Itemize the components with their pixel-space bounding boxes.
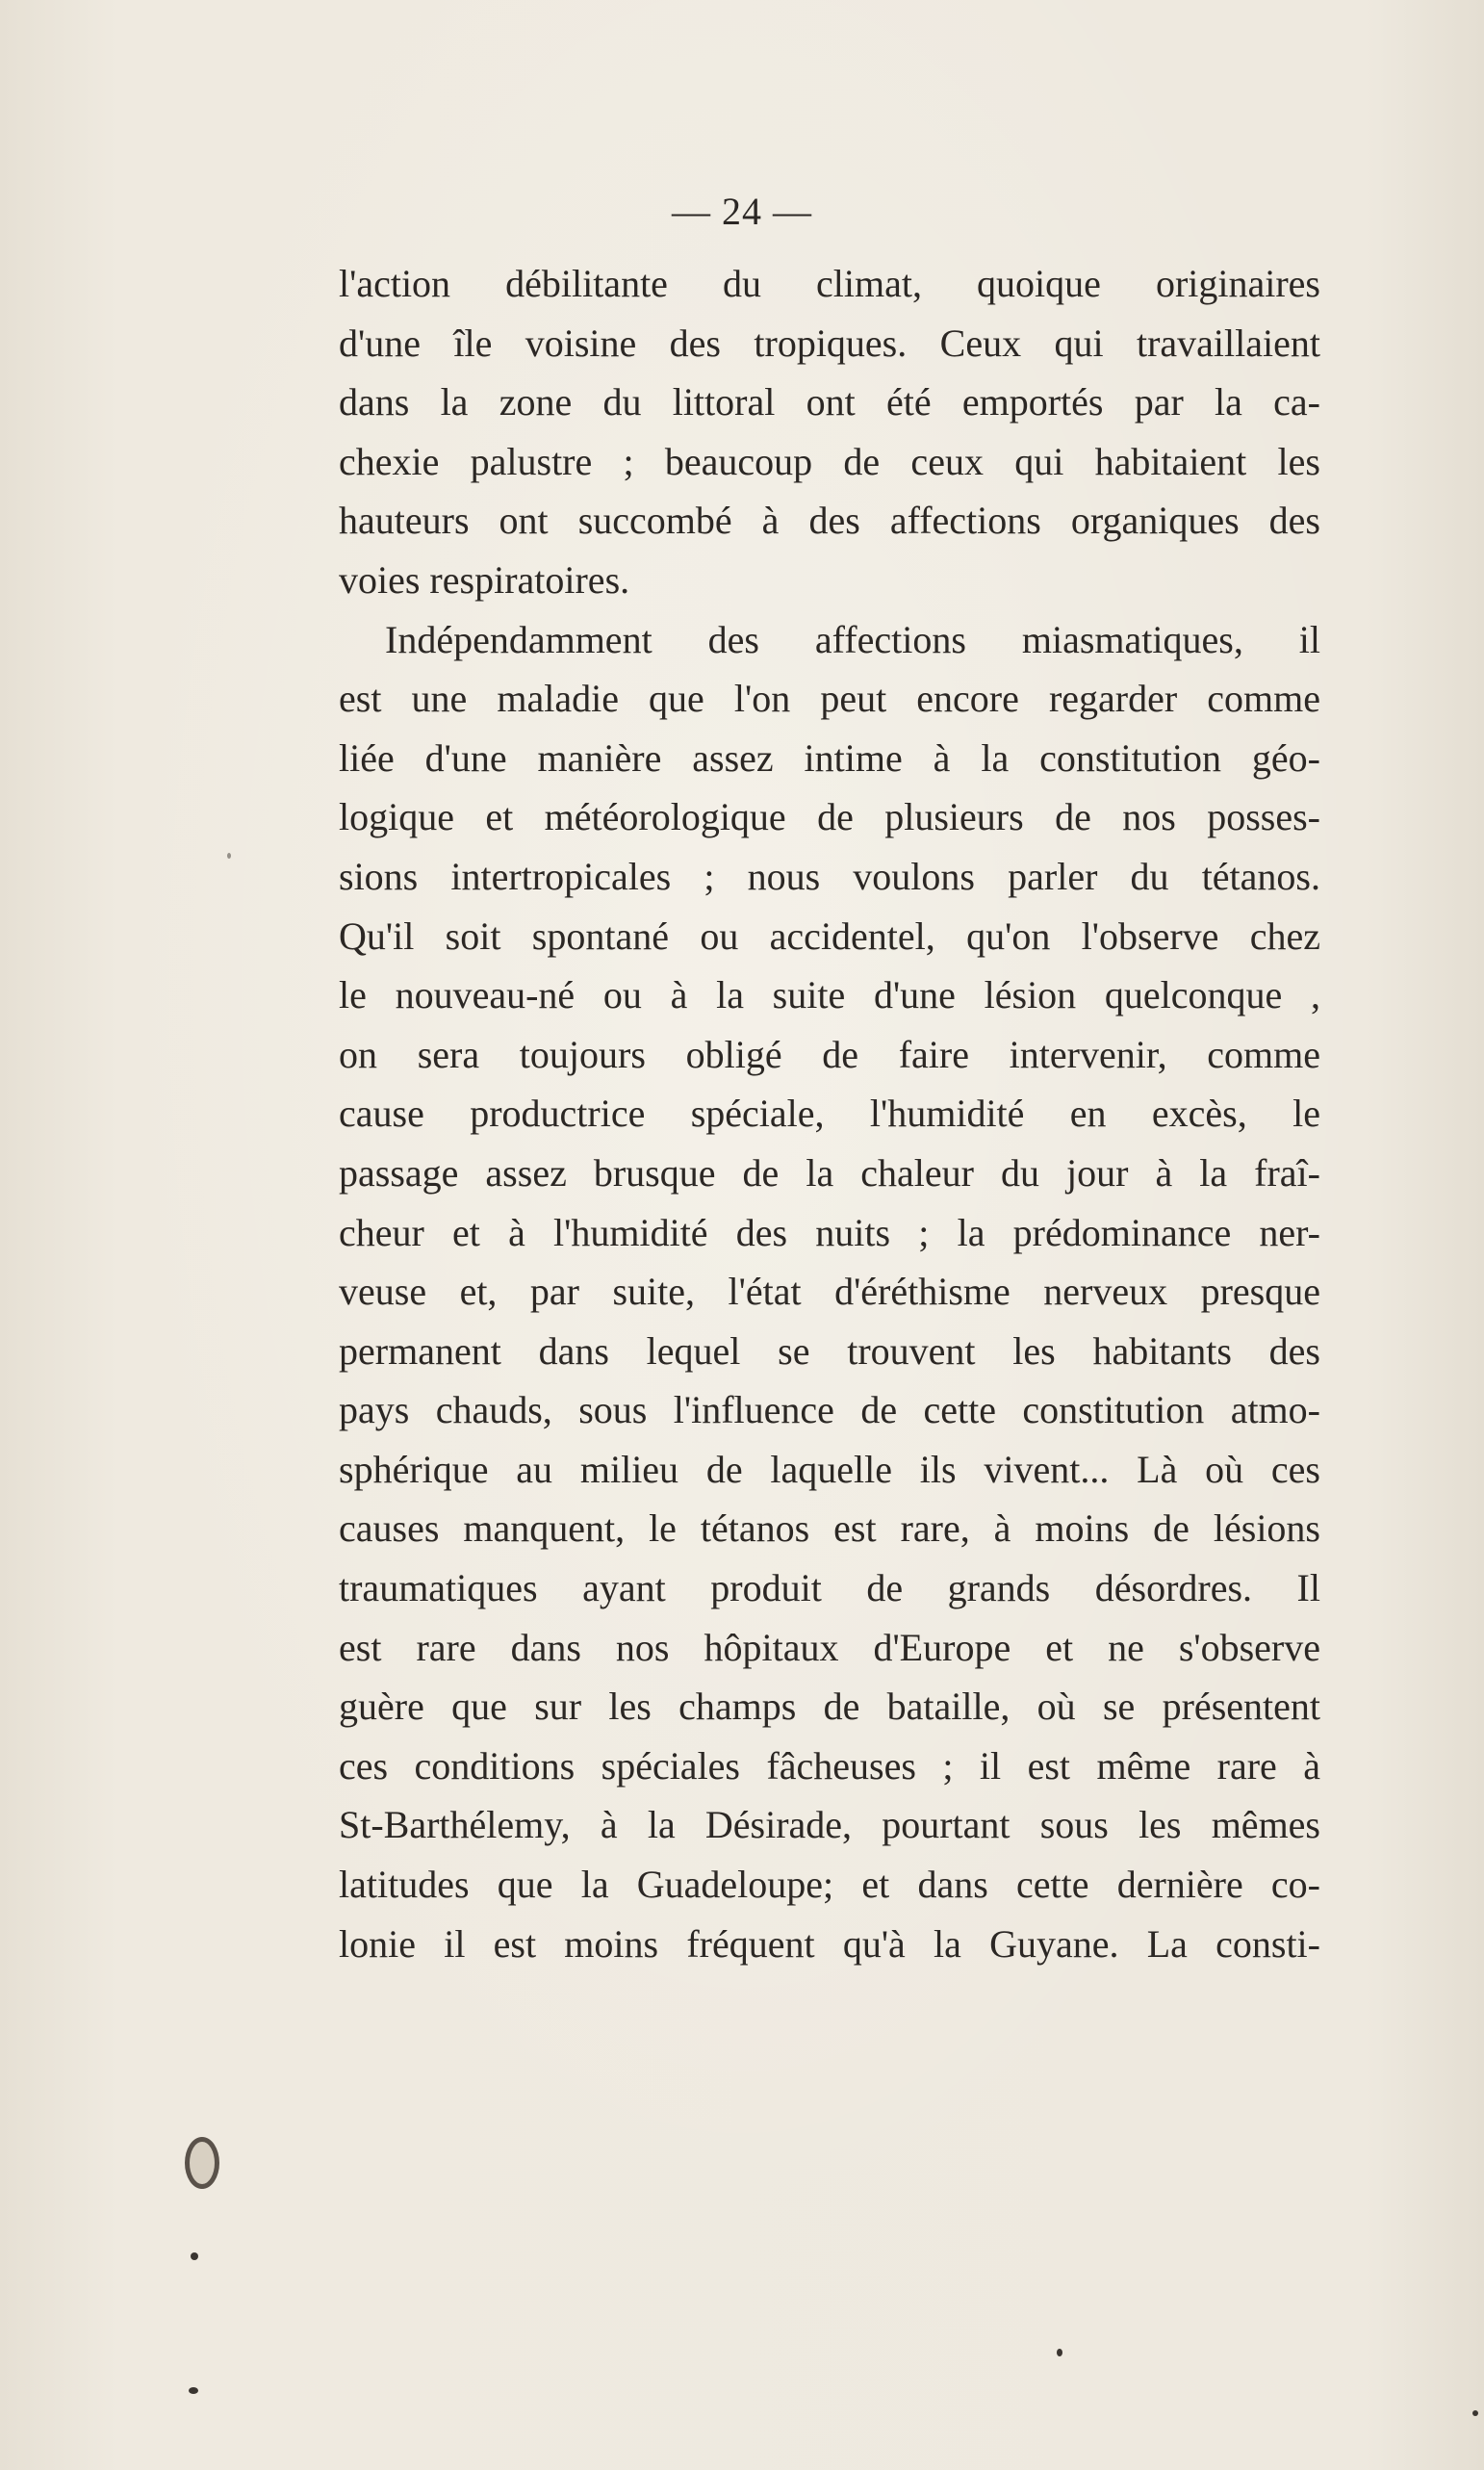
text-line: est une maladie que l'on peut encore regarder comme [339,677,1320,721]
text-line: cause productrice spéciale, l'humidité en excès, le [339,1092,1320,1136]
binding-hole-mark [185,2137,219,2189]
text-line: passage assez brusque de la chaleur du jour à la fraî- [339,1150,1320,1195]
text-line: latitudes que la Guadeloupe; et dans cette dernière co- [339,1863,1320,1907]
text-line: lonie il est moins fréquent qu'à la Guyane. La consti- [339,1921,1320,1966]
ink-speck [1472,2410,1478,2416]
text-line: St-Barthélemy, à la Désirade, pourtant sous les mêmes [339,1803,1320,1847]
text-line: Indépendamment des affections miasmatiques, il [385,617,1320,661]
text-line: chexie palustre ; beaucoup de ceux qui habitaient les [339,439,1320,483]
text-line: dans la zone du littoral ont été emportés par la ca- [339,380,1320,425]
ink-speck [191,2252,198,2260]
text-line: traumatiques ayant produit de grands désordres. Il [339,1566,1320,1610]
text-line: on sera toujours obligé de faire intervenir, comme [339,1032,1320,1076]
ink-speck [1057,2349,1062,2356]
text-line: sions intertropicales ; nous voulons parler du tétanos. [339,854,1320,898]
paragraph [339,254,1320,610]
text-line: ces conditions spéciales fâcheuses ; il est même rare à [339,1743,1320,1788]
ink-speck [227,853,231,859]
text-line: le nouveau-né ou à la suite d'une lésion quelconque , [339,973,1320,1017]
page-number: — 24 — [672,190,812,233]
text-line: liée d'une manière assez intime à la constitution géo- [339,735,1320,780]
text-line: l'action débilitante du climat, quoique originaires [339,262,1320,305]
text-line: guère que sur les champs de bataille, où se présentent [339,1685,1320,1729]
text-line: causes manquent, le tétanos est rare, à moins de lésions [339,1506,1320,1551]
ink-speck [189,2387,198,2394]
paragraph [339,610,1320,1974]
text-line: logique et météorologique de plusieurs de nos posses- [339,795,1320,839]
text-line: est rare dans nos hôpitaux d'Europe et ne s'observe [339,1625,1320,1669]
body-text [339,254,1320,1973]
text-line: permanent dans lequel se trouvent les habitants des [339,1328,1320,1373]
text-line: sphérique au milieu de laquelle ils vivent... Là où ces [339,1447,1320,1491]
text-line: pays chauds, sous l'influence de cette constitution atmo- [339,1388,1320,1432]
text-line: Qu'il soit spontané ou accidentel, qu'on l'observe chez [339,913,1320,958]
text-line: cheur et à l'humidité des nuits ; la prédominance ner- [339,1210,1320,1254]
text-line: veuse et, par suite, l'état d'éréthisme nerveux presque [339,1270,1320,1314]
text-line: d'une île voisine des tropiques. Ceux qui travaillaient [339,321,1320,365]
text-line: hauteurs ont succombé à des affections organiques des [339,499,1320,543]
text-line: voies respiratoires. [339,557,630,602]
